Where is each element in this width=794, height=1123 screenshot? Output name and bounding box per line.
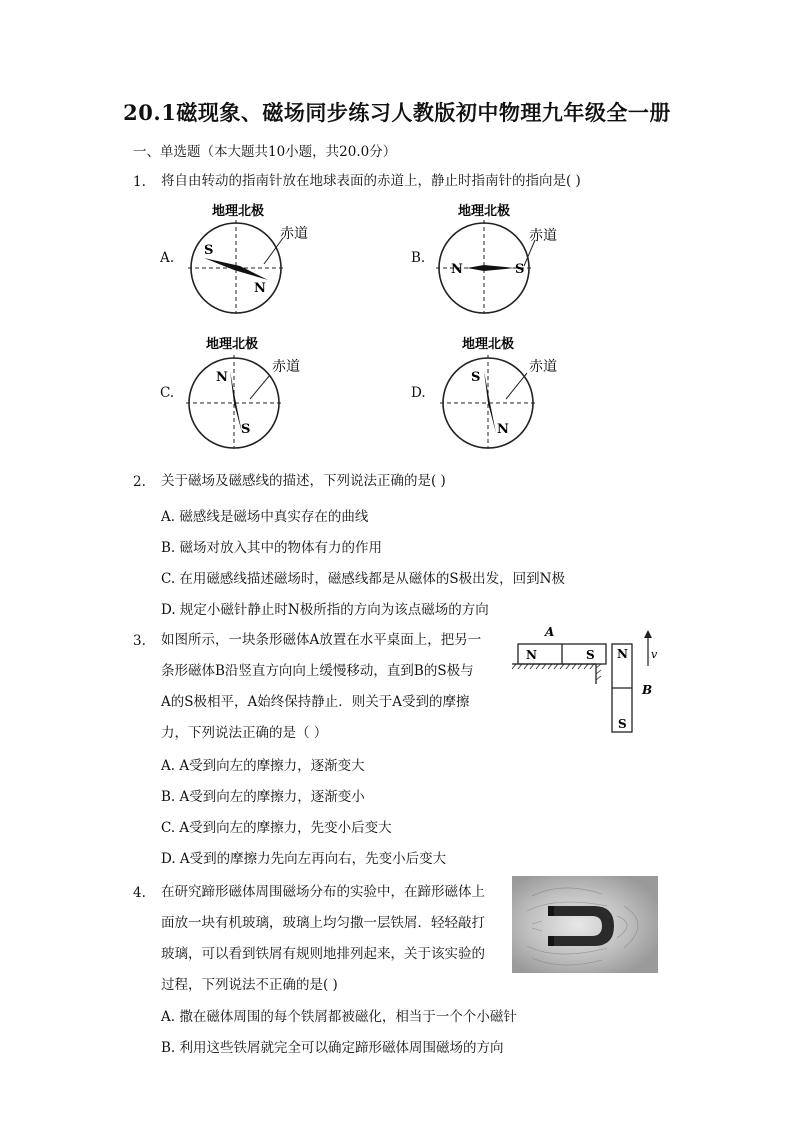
option-label-d: D. [411,385,426,401]
north-pole-label: 地理北极 [206,337,259,352]
table-hatching [512,664,594,669]
question-4-line: 过程，下列说法不正确的是( ) [161,977,338,993]
needle-n: N [254,281,266,296]
photo-background [512,876,658,973]
question-3-text [161,625,506,749]
needle-n: N [216,370,228,385]
equator-label: 赤道 [529,228,557,244]
iron-filings-photo [512,876,658,973]
equator-pointer [250,375,270,399]
compass-a-diagram [160,200,340,320]
question-3-option-d: D. A受到的摩擦力先向左再向右，先变小后变大 [161,851,447,867]
question-2-option-d: D. 规定小磁针静止时N极所指的方向为该点磁场的方向 [161,602,489,618]
edge-hatching [596,664,601,680]
question-2-text: 关于磁场及磁感线的描述，下列说法正确的是( ) [161,473,446,489]
option-label-b: B. [411,250,426,266]
needle-s: S [515,262,525,277]
option-label-c: C. [160,385,175,401]
velocity-label: v [651,648,658,661]
question-1-text: 将自由转动的指南针放在地球表面的赤道上，静止时指南针的指向是( ) [161,173,581,189]
needle-n: N [451,262,463,277]
question-3-number: 3. [133,633,146,649]
equator-label: 赤道 [529,359,557,375]
needle [467,265,515,271]
magnet-b-label: B [642,683,653,697]
compass-b-diagram [411,200,591,320]
question-3-line: 条形磁体B沿竖直方向向上缓慢移动，直到B的S极与 [161,663,474,679]
question-4-option-b: B. 利用这些铁屑就完全可以确定蹄形磁体周围磁场的方向 [161,1040,504,1056]
equator-pointer [506,373,527,399]
compass-d-diagram [411,333,591,455]
velocity-arrowhead [644,630,652,638]
north-pole-label: 地理北极 [462,337,515,352]
section-heading: 一、单选题（本大题共10小题，共20.0分） [133,144,397,160]
option-label-a: A. [160,250,175,266]
page-title: 20.1磁现象、磁场同步练习人教版初中物理九年级全一册 [123,100,671,125]
equator-label: 赤道 [280,226,308,242]
compass-figure-d [411,333,591,455]
magnet-a-label: A [545,625,555,639]
question-2-option-b: B. 磁场对放入其中的物体有力的作用 [161,540,383,556]
equator-label: 赤道 [272,359,300,375]
question-3-option-c: C. A受到向左的摩擦力，先变小后变大 [161,820,392,836]
question-3-line: A的S极相平，A始终保持静止．则关于A受到的摩擦 [161,694,470,710]
magnet-a-n: N [526,648,537,662]
question-3-option-a: A. A受到向左的摩擦力，逐渐变大 [161,758,365,774]
question-4-number: 4. [133,885,146,901]
compass-figure-a [160,200,340,320]
question-4-line: 玻璃，可以看到铁屑有规则地排列起来，关于该实验的 [161,946,485,962]
question-4-line: 面放一块有机玻璃，玻璃上均匀撒一层铁屑．轻轻敲打 [161,915,485,931]
needle [484,371,496,433]
question-1-number: 1. [133,174,146,190]
needle-n: N [497,422,509,437]
question-2-option-c: C. 在用磁感线描述磁场时，磁感线都是从磁体的S极出发，回到N极 [161,571,565,587]
question-4-option-a: A. 撒在磁体周围的每个铁屑都被磁化，相当于一个个小磁针 [161,1009,517,1025]
needle-s: S [241,422,251,437]
magnet-b-n: N [617,647,628,661]
question-2-number: 2. [133,474,146,490]
compass-c-diagram [160,333,340,455]
magnet-a-s: S [586,648,595,662]
magnet-b-s: S [618,717,627,731]
question-2-option-a: A. 磁感线是磁场中真实存在的曲线 [161,509,369,525]
question-4-text [161,877,506,1001]
question-3-line: 如图所示，一块条形磁体A放置在水平桌面上，把另一 [161,632,482,648]
north-pole-label: 地理北极 [212,204,265,219]
question-3-option-b: B. A受到向左的摩擦力，逐渐变小 [161,789,365,805]
question-3-line: 力，下列说法正确的是（ ） [161,725,328,741]
question-4-line: 在研究蹄形磁体周围磁场分布的实验中，在蹄形磁体上 [161,884,485,900]
compass-figure-c [160,333,340,455]
magnet-figure [512,622,672,734]
needle-s: S [204,243,214,258]
north-pole-label: 地理北极 [458,204,511,219]
needle-s: S [471,370,481,385]
magnet-pole-top [548,906,554,916]
magnet-pole-bottom [548,936,554,946]
compass-figure-b [411,200,591,320]
